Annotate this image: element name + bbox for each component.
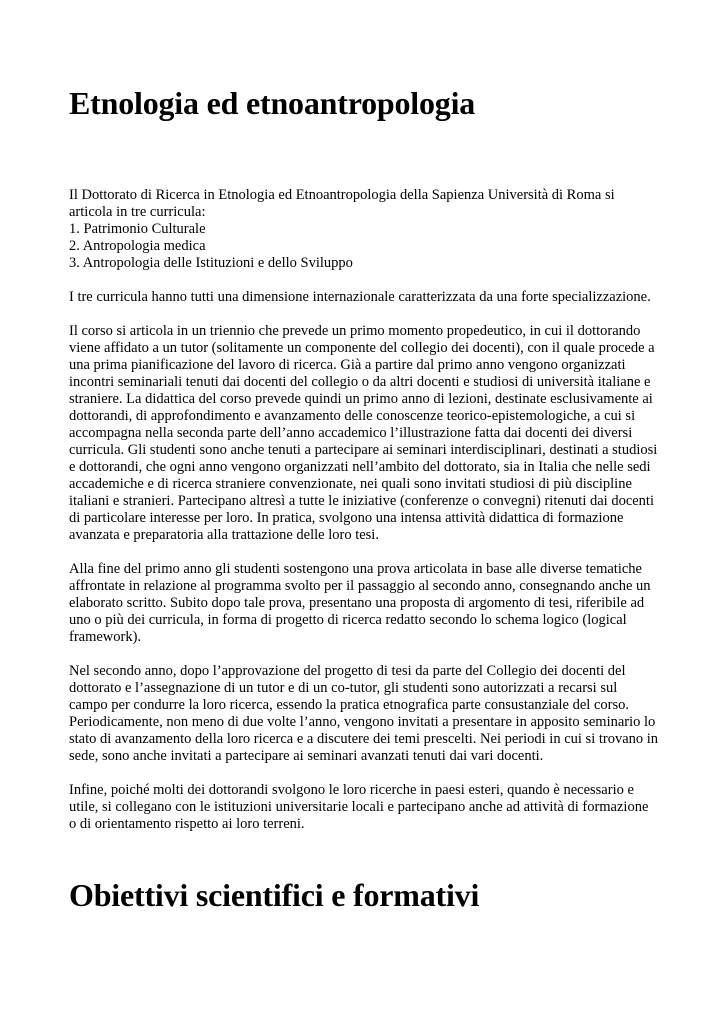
curriculum-item: 1. Patrimonio Culturale [69,221,206,237]
curriculum-item: 2. Antropologia medica [69,238,206,254]
paragraph-primo-anno: Alla fine del primo anno gli studenti sostengono una prova articolata in base alle diverse tematiche affrontate in relazione al programma svolto per il passaggio al secondo anno, consegnando anche un elaborato scritto. Subito dopo tale prova, presentano una proposta di argomento di tesi, riferibile ad uno o più dei curricula, in forma di progetto di ricerca redatto secondo lo schema logico (logical framework). [69,561,651,645]
paragraph-infine: Infine, poiché molti dei dottorandi svolgono le loro ricerche in paesi esteri, quando è necessario e utile, si collegano con le istituzioni universitarie locali e partecipano anche ad attività di formazione o di orientamento rispetto ai loro terreni. [69,782,649,832]
intro-line: articola in tre curricula: [69,204,206,220]
paragraph-curricula: I tre curricula hanno tutti una dimensione internazionale caratterizzata da una forte specializzazione. [69,289,651,305]
curriculum-item: 3. Antropologia delle Istituzioni e dello Sviluppo [69,255,353,271]
document-body [69,187,659,850]
paragraph-corso: Il corso si articola in un triennio che prevede un primo momento propedeutico, in cui il dottorando viene affidato a un tutor (solitamente un componente del collegio dei docenti), con il quale procede a una prima pianificazione del lavoro di ricerca. Già a partire dal primo anno vengono organizzati incontri seminariali tenuti dai docenti del collegio o da altri docenti e studiosi di università italiane e straniere. La didattica del corso prevede quindi un primo anno di lezioni, destinate esclusivamente ai dottorandi, di approfondimento e avanzamento delle conoscenze teorico-epistemologiche, a cui si accompagna nella seconda parte dell’anno accademico l’illustrazione fatta dai docenti dei diversi curricula. Gli studenti sono anche tenuti a partecipare ai seminari interdisciplinari, destinati a studiosi e dottorandi, che ogni anno vengono organizzati nell’ambito del dottorato, sia in Italia che nelle sedi accademiche e di ricerca straniere convenzionate, nei quali sono invitati studiosi di più discipline italiani e stranieri. Partecipano altresì a tutte le iniziative (conferenze o convegni) ritenuti dai docenti di particolare interesse per loro. In pratica, svolgono una intensa attività didattica di formazione avanzata e preparatoria alla trattazione delle loro tesi. [69,323,658,543]
paragraph-secondo-anno: Nel secondo anno, dopo l’approvazione del progetto di tesi da parte del Collegio dei docenti del dottorato e l’assegnazione di un tutor e di un co-tutor, gli studenti sono autorizzati a recarsi sul campo per condurre la loro ricerca, essendo la pratica etnografica parte consustanziale del corso. Periodicamente, non meno di due volte l’anno, vengono invitati a presentare in apposito seminario lo stato di avanzamento della loro ricerca e a discutere dei temi prescelti. Nei periodi in cui si trovano in sede, sono anche invitati a partecipare ai seminari avanzati tenuti dai vari docenti. [69,663,659,764]
section-heading-etnologia: Etnologia ed etnoantropologia [69,85,476,121]
intro-paragraph [69,187,659,272]
intro-line: Il Dottorato di Ricerca in Etnologia ed Etnoantropologia della Sapienza Università di Roma si [69,187,615,203]
section-heading-obiettivi: Obiettivi scientifici e formativi [69,877,480,913]
